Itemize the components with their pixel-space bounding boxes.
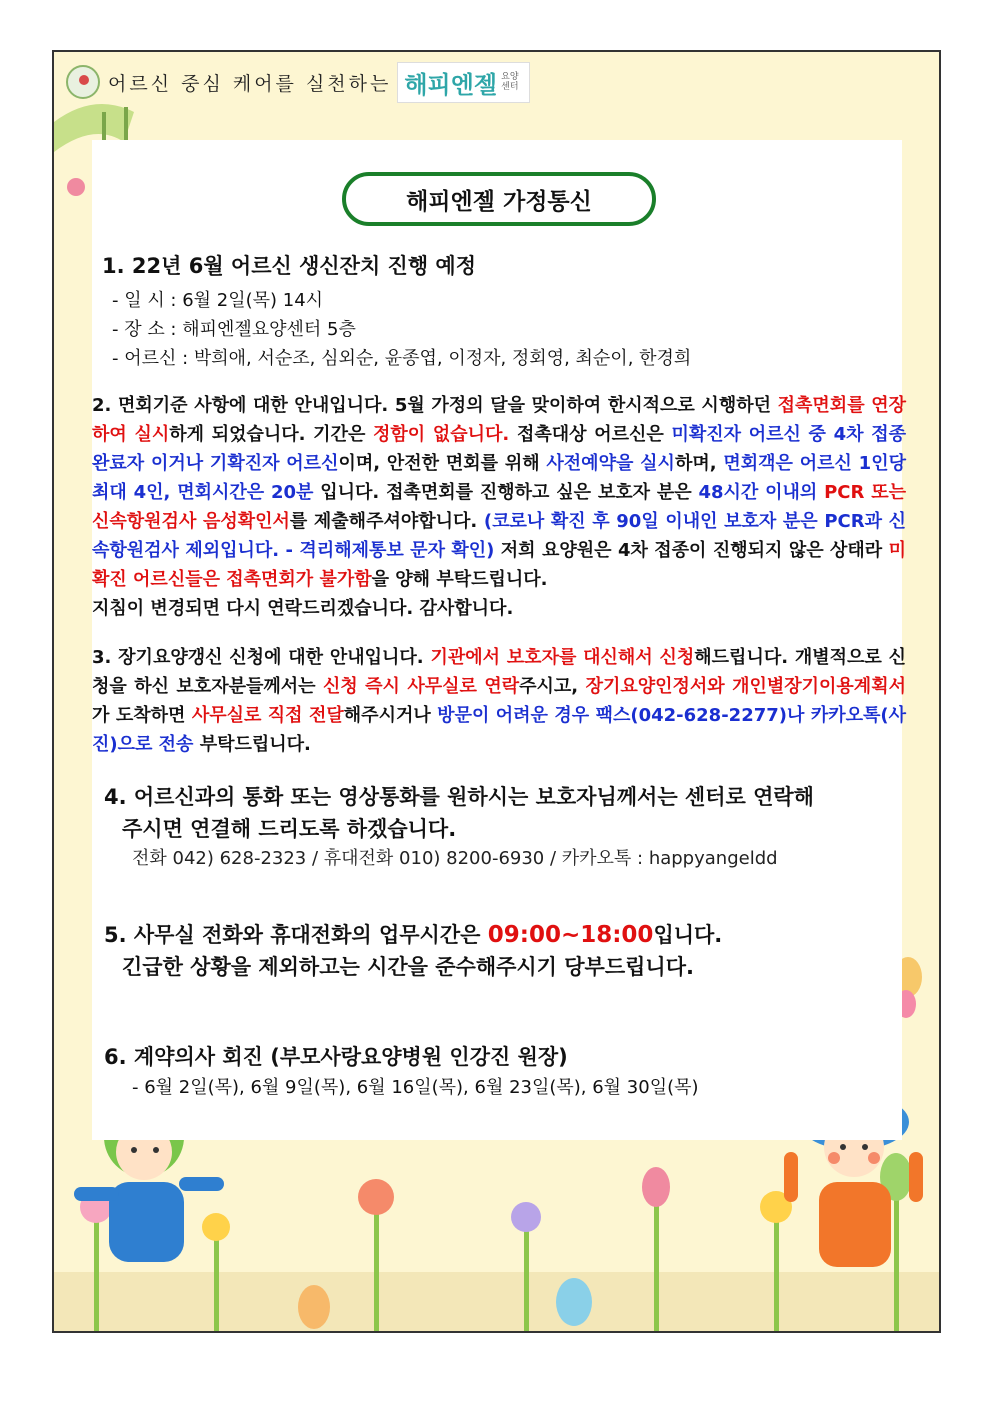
section-1-heading: 1. 22년 6월 어르신 생신잔치 진행 예정 bbox=[102, 254, 477, 278]
text: 입니다. 접촉면회를 진행하고 싶은 보호자 분은 bbox=[313, 482, 699, 503]
closing-text: 지침이 변경되면 다시 연락드리겠습니다. 감사합니다. bbox=[92, 598, 514, 619]
section-birthday bbox=[92, 250, 906, 373]
highlight-red: PCR 또는 신속항원검사 음성확인서 bbox=[92, 482, 906, 532]
text: 부탁드립니다. bbox=[193, 734, 311, 755]
highlight-red: 기관에서 보호자를 대신해서 신청 bbox=[430, 647, 695, 668]
highlight-blue: 사전예약을 실시 bbox=[546, 453, 675, 474]
highlight-red: 신청 즉시 사무실로 연락 bbox=[322, 676, 520, 697]
brand-logo bbox=[397, 62, 530, 103]
text: 를 제출해주셔야합니다. bbox=[289, 511, 484, 532]
brand-name: 해피엔젤 bbox=[404, 70, 498, 99]
highlight-red: 접촉면회를 연장하여 실시 bbox=[92, 395, 907, 445]
contact-info: 전화 042) 628-2323 / 휴대전화 010) 8200-6930 / 카카오톡 : happyangeldd bbox=[132, 848, 778, 869]
page-title: 해피엔젤 가정통신 bbox=[406, 188, 592, 215]
flower-bud bbox=[67, 178, 85, 196]
section-5-line bbox=[104, 919, 906, 951]
business-hours: 09:00~18:00 bbox=[487, 922, 654, 948]
text: 하게 되었습니다. 기간은 bbox=[169, 424, 374, 445]
highlight-red: 장기요양인정서와 개인별장기이용계획서 bbox=[585, 676, 906, 697]
text: 입니다. bbox=[653, 923, 723, 947]
highlight-blue: 방문이 어려운 경우 팩스(042-628-2277)나 카카오톡(사진)으로 전송 bbox=[92, 705, 906, 755]
center-logo-icon bbox=[66, 65, 100, 99]
text: 가 도착하면 bbox=[92, 705, 192, 726]
section-6-heading: 6. 계약의사 회진 (부모사랑요양병원 인강진 원장) bbox=[104, 1045, 568, 1069]
section-1-line: - 일 시 : 6월 2일(목) 14시 bbox=[112, 290, 324, 311]
highlight-blue: 미확진자 어르신 중 4차 접종완료자 이거나 기확진자 어르신 bbox=[92, 424, 906, 474]
section-hours bbox=[92, 919, 906, 983]
page-frame bbox=[52, 50, 941, 1333]
text: 이며, 안전한 면회를 위해 bbox=[338, 453, 547, 474]
section-renewal bbox=[92, 643, 906, 759]
highlight-red: 사무실로 직접 전달 bbox=[191, 705, 344, 726]
section-4-line: 주시면 연결해 드리도록 하겠습니다. bbox=[122, 817, 457, 841]
brand-sub: 요양 센터 bbox=[501, 72, 519, 92]
text: 3. 장기요양갱신 신청에 대한 안내입니다. bbox=[92, 647, 431, 668]
highlight-blue: 면회객은 어르신 1인당 최대 4인, 면회시간은 20분 bbox=[92, 453, 906, 503]
section-visitation bbox=[92, 391, 906, 623]
rounds-dates: - 6월 2일(목), 6월 9일(목), 6월 16일(목), 6월 23일(목), 6월 30일(목) bbox=[132, 1077, 699, 1098]
section-1-line: - 장 소 : 해피엔젤요양센터 5층 bbox=[112, 319, 356, 340]
text: 을 양해 부탁드립니다. bbox=[371, 569, 548, 590]
text: 주시고, bbox=[519, 676, 586, 697]
text: 5. 사무실 전화와 휴대전화의 업무시간은 bbox=[104, 923, 488, 947]
highlight-red: 정함이 없습니다. bbox=[373, 424, 510, 445]
text: 저희 요양원은 4차 접종이 진행되지 않은 상태라 bbox=[494, 540, 889, 561]
text: 해드립니다. 개별적으로 신청을 하신 보호자분들께서는 bbox=[92, 647, 906, 697]
section-calls bbox=[92, 781, 906, 873]
header bbox=[66, 64, 530, 100]
section-4-line: 4. 어르신과의 통화 또는 영상통화를 원하시는 보호자님께서는 센터로 연락해 bbox=[104, 785, 814, 809]
newsletter-content bbox=[92, 250, 906, 1102]
header-tagline: 어르신 중심 케어를 실천하는 bbox=[108, 72, 392, 95]
text: 접촉대상 어르신은 bbox=[509, 424, 672, 445]
text: 2. 면회기준 사항에 대한 안내입니다. 5월 가정의 달을 맞이하여 한시적으로 시행하던 bbox=[92, 395, 778, 416]
text: 하며, bbox=[674, 453, 724, 474]
page-title-box bbox=[342, 172, 656, 226]
highlight-red: 미확진 어르신들은 접촉면회가 불가함 bbox=[92, 540, 906, 590]
section-doctor bbox=[92, 1041, 906, 1102]
highlight-blue: (코로나 확진 후 90일 이내인 보호자 분은 PCR과 신속항원검사 제외입니다. - 격리해제통보 문자 확인) bbox=[92, 511, 906, 561]
section-1-line: - 어르신 : 박희애, 서순조, 심외순, 윤종엽, 이정자, 정회영, 최순이, 한경희 bbox=[112, 348, 692, 369]
text: 해주시거나 bbox=[343, 705, 438, 726]
highlight-blue: 48시간 이내의 bbox=[698, 482, 818, 503]
section-5-line: 긴급한 상황을 제외하고는 시간을 준수해주시기 당부드립니다. bbox=[122, 955, 694, 979]
